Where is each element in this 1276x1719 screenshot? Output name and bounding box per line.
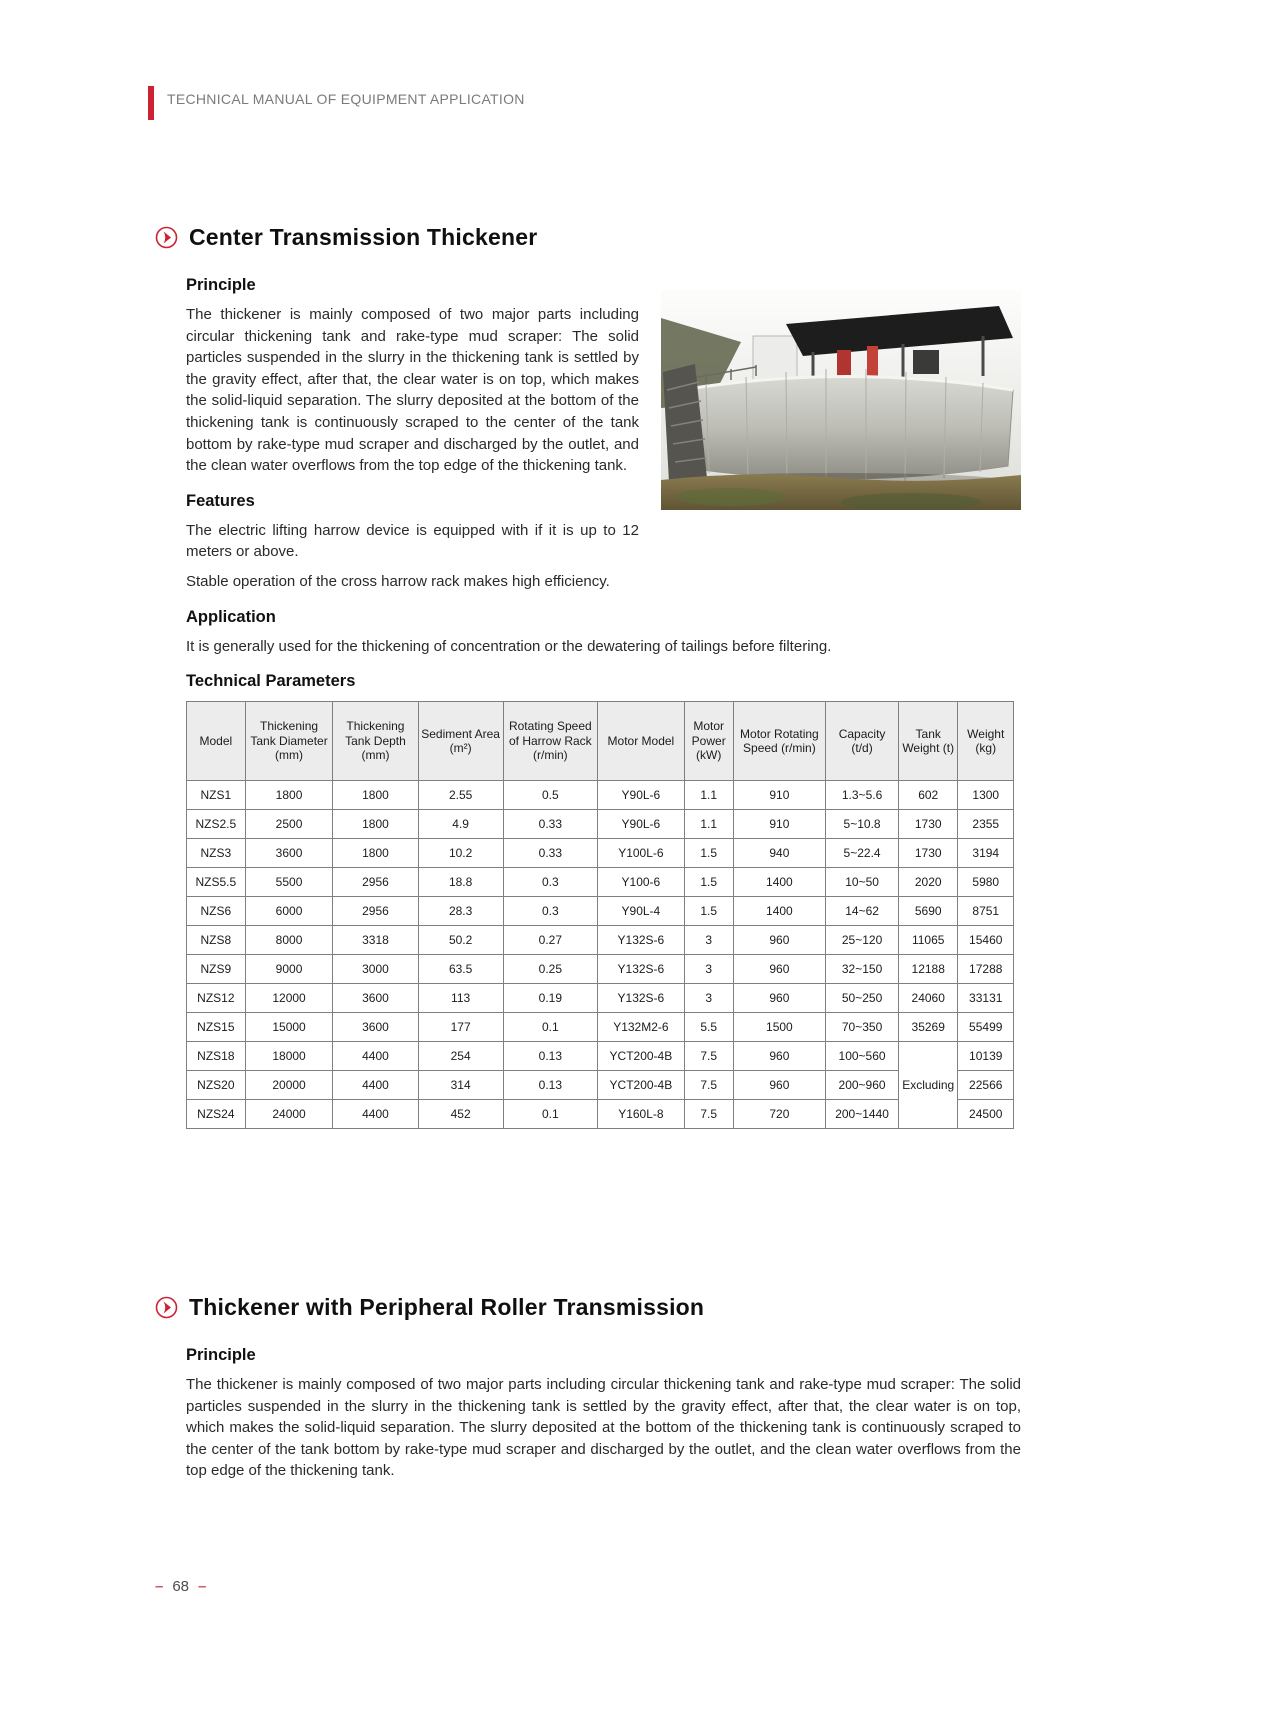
section2-title: Thickener with Peripheral Roller Transmission bbox=[189, 1294, 705, 1320]
table-row bbox=[187, 1071, 1014, 1100]
value-cell: 0.13 bbox=[503, 1042, 597, 1071]
value-cell: 200~960 bbox=[826, 1071, 899, 1100]
value-cell: 0.33 bbox=[503, 839, 597, 868]
value-cell: 1300 bbox=[958, 781, 1014, 810]
value-cell: 2020 bbox=[898, 868, 958, 897]
running-header-text: TECHNICAL MANUAL OF EQUIPMENT APPLICATION bbox=[167, 91, 525, 107]
value-cell: 1500 bbox=[733, 1013, 826, 1042]
value-cell: 314 bbox=[418, 1071, 503, 1100]
value-cell: 10~50 bbox=[826, 868, 899, 897]
technical-parameters-table bbox=[186, 701, 1014, 1129]
value-cell: 18.8 bbox=[418, 868, 503, 897]
value-cell: 0.3 bbox=[503, 868, 597, 897]
value-cell: 1.3~5.6 bbox=[826, 781, 899, 810]
table-row bbox=[187, 1042, 1014, 1071]
value-cell: 28.3 bbox=[418, 897, 503, 926]
column-header: Rotating Speed of Harrow Rack (r/min) bbox=[503, 702, 597, 781]
section-center-transmission-thickener bbox=[155, 224, 1021, 1129]
model-cell: NZS12 bbox=[187, 984, 246, 1013]
value-cell: 35269 bbox=[898, 1013, 958, 1042]
section1-title: Center Transmission Thickener bbox=[189, 224, 538, 250]
value-cell: 63.5 bbox=[418, 955, 503, 984]
value-cell: 1400 bbox=[733, 868, 826, 897]
column-header: Tank Weight (t) bbox=[898, 702, 958, 781]
value-cell: 3600 bbox=[333, 984, 418, 1013]
table-row bbox=[187, 1100, 1014, 1129]
photo-dark-equipment bbox=[913, 350, 939, 374]
value-cell: 7.5 bbox=[684, 1042, 733, 1071]
value-cell: 3600 bbox=[245, 839, 333, 868]
value-cell: 70~350 bbox=[826, 1013, 899, 1042]
value-cell: 0.13 bbox=[503, 1071, 597, 1100]
value-cell: 8751 bbox=[958, 897, 1014, 926]
column-header: Model bbox=[187, 702, 246, 781]
value-cell: 9000 bbox=[245, 955, 333, 984]
value-cell: 7.5 bbox=[684, 1100, 733, 1129]
value-cell: 0.1 bbox=[503, 1013, 597, 1042]
application-heading: Application bbox=[186, 607, 276, 626]
value-cell: 2.55 bbox=[418, 781, 503, 810]
value-cell: 602 bbox=[898, 781, 958, 810]
value-cell: 1400 bbox=[733, 897, 826, 926]
value-cell: 50.2 bbox=[418, 926, 503, 955]
value-cell: Y90L-6 bbox=[597, 810, 684, 839]
value-cell: 1800 bbox=[245, 781, 333, 810]
value-cell: 960 bbox=[733, 984, 826, 1013]
value-cell: Y90L-6 bbox=[597, 781, 684, 810]
value-cell: 3600 bbox=[333, 1013, 418, 1042]
table-row bbox=[187, 781, 1014, 810]
value-cell: 5.5 bbox=[684, 1013, 733, 1042]
value-cell: 960 bbox=[733, 955, 826, 984]
value-cell: 18000 bbox=[245, 1042, 333, 1071]
column-header: Motor Power (kW) bbox=[684, 702, 733, 781]
value-cell: 50~250 bbox=[826, 984, 899, 1013]
page-number: 68 bbox=[172, 1578, 190, 1595]
model-cell: NZS5.5 bbox=[187, 868, 246, 897]
header-accent-bar bbox=[148, 86, 154, 120]
value-cell: 4400 bbox=[333, 1071, 418, 1100]
model-cell: NZS1 bbox=[187, 781, 246, 810]
value-cell: 0.25 bbox=[503, 955, 597, 984]
model-cell: NZS6 bbox=[187, 897, 246, 926]
column-header: Capacity (t/d) bbox=[826, 702, 899, 781]
value-cell: Y132M2-6 bbox=[597, 1013, 684, 1042]
value-cell: 10.2 bbox=[418, 839, 503, 868]
value-cell: 6000 bbox=[245, 897, 333, 926]
circled-arrow-icon bbox=[155, 226, 178, 249]
value-cell: 0.33 bbox=[503, 810, 597, 839]
value-cell: 0.5 bbox=[503, 781, 597, 810]
section1-body bbox=[186, 276, 1021, 1129]
value-cell: 5~10.8 bbox=[826, 810, 899, 839]
value-cell: 12000 bbox=[245, 984, 333, 1013]
value-cell: 2355 bbox=[958, 810, 1014, 839]
value-cell: 1.5 bbox=[684, 839, 733, 868]
value-cell: 22566 bbox=[958, 1071, 1014, 1100]
value-cell: 0.1 bbox=[503, 1100, 597, 1129]
column-header: Motor Rotating Speed (r/min) bbox=[733, 702, 826, 781]
photo-red-equipment2 bbox=[867, 346, 878, 378]
value-cell: YCT200-4B bbox=[597, 1042, 684, 1071]
value-cell: 33131 bbox=[958, 984, 1014, 1013]
table-row bbox=[187, 984, 1014, 1013]
value-cell: 3 bbox=[684, 984, 733, 1013]
value-cell: 14~62 bbox=[826, 897, 899, 926]
value-cell: 720 bbox=[733, 1100, 826, 1129]
value-cell: 5500 bbox=[245, 868, 333, 897]
value-cell: 960 bbox=[733, 926, 826, 955]
value-cell: Y160L-8 bbox=[597, 1100, 684, 1129]
value-cell: 11065 bbox=[898, 926, 958, 955]
value-cell: Y100L-6 bbox=[597, 839, 684, 868]
principle-heading: Principle bbox=[186, 276, 256, 294]
features-item: The electric lifting harrow device is equipped with if it is up to 12 meters or above. bbox=[186, 521, 639, 561]
value-cell: 0.27 bbox=[503, 926, 597, 955]
value-cell: Excluding bbox=[898, 1042, 958, 1129]
value-cell: 25~120 bbox=[826, 926, 899, 955]
section2-title-row bbox=[155, 1294, 1021, 1321]
value-cell: 17288 bbox=[958, 955, 1014, 984]
value-cell: 8000 bbox=[245, 926, 333, 955]
value-cell: 4400 bbox=[333, 1100, 418, 1129]
value-cell: 1.1 bbox=[684, 810, 733, 839]
model-cell: NZS15 bbox=[187, 1013, 246, 1042]
value-cell: 55499 bbox=[958, 1013, 1014, 1042]
value-cell: 3318 bbox=[333, 926, 418, 955]
technical-parameters-heading: Technical Parameters bbox=[186, 672, 356, 691]
thickener-photo bbox=[661, 290, 1021, 510]
column-header: Sediment Area (m²) bbox=[418, 702, 503, 781]
value-cell: 10139 bbox=[958, 1042, 1014, 1071]
value-cell: 3 bbox=[684, 955, 733, 984]
column-header: Motor Model bbox=[597, 702, 684, 781]
section1-title-row bbox=[155, 224, 1021, 251]
value-cell: YCT200-4B bbox=[597, 1071, 684, 1100]
value-cell: 1730 bbox=[898, 839, 958, 868]
value-cell: 7.5 bbox=[684, 1071, 733, 1100]
value-cell: 940 bbox=[733, 839, 826, 868]
value-cell: 1800 bbox=[333, 781, 418, 810]
column-header: Thickening Tank Diameter (mm) bbox=[245, 702, 333, 781]
footer-dash-left: – bbox=[155, 1578, 164, 1595]
table-row bbox=[187, 839, 1014, 868]
value-cell: 3194 bbox=[958, 839, 1014, 868]
value-cell: 3000 bbox=[333, 955, 418, 984]
value-cell: Y100-6 bbox=[597, 868, 684, 897]
model-cell: NZS8 bbox=[187, 926, 246, 955]
value-cell: 2956 bbox=[333, 897, 418, 926]
value-cell: 24000 bbox=[245, 1100, 333, 1129]
photo-tank-body bbox=[669, 376, 1013, 479]
model-cell: NZS2.5 bbox=[187, 810, 246, 839]
features-heading: Features bbox=[186, 491, 255, 510]
value-cell: 452 bbox=[418, 1100, 503, 1129]
model-cell: NZS3 bbox=[187, 839, 246, 868]
value-cell: 1800 bbox=[333, 810, 418, 839]
value-cell: 12188 bbox=[898, 955, 958, 984]
value-cell: 1.5 bbox=[684, 868, 733, 897]
value-cell: 20000 bbox=[245, 1071, 333, 1100]
table-row bbox=[187, 810, 1014, 839]
value-cell: 1800 bbox=[333, 839, 418, 868]
value-cell: 4.9 bbox=[418, 810, 503, 839]
value-cell: 15000 bbox=[245, 1013, 333, 1042]
table-row bbox=[187, 1013, 1014, 1042]
circled-arrow-icon bbox=[155, 1296, 178, 1319]
value-cell: 910 bbox=[733, 810, 826, 839]
value-cell: 2956 bbox=[333, 868, 418, 897]
section-peripheral-roller-thickener bbox=[155, 1294, 1021, 1490]
value-cell: 5~22.4 bbox=[826, 839, 899, 868]
table-row bbox=[187, 868, 1014, 897]
value-cell: 5980 bbox=[958, 868, 1014, 897]
value-cell: 960 bbox=[733, 1071, 826, 1100]
table-row bbox=[187, 955, 1014, 984]
column-header: Weight (kg) bbox=[958, 702, 1014, 781]
value-cell: Y90L-4 bbox=[597, 897, 684, 926]
column-header: Thickening Tank Depth (mm) bbox=[333, 702, 418, 781]
value-cell: 3 bbox=[684, 926, 733, 955]
model-cell: NZS9 bbox=[187, 955, 246, 984]
value-cell: 960 bbox=[733, 1042, 826, 1071]
value-cell: 113 bbox=[418, 984, 503, 1013]
value-cell: 15460 bbox=[958, 926, 1014, 955]
page-footer bbox=[155, 1578, 206, 1595]
value-cell: 177 bbox=[418, 1013, 503, 1042]
features-item: Stable operation of the cross harrow rack makes high efficiency. bbox=[186, 572, 610, 590]
value-cell: 910 bbox=[733, 781, 826, 810]
value-cell: Y132S-6 bbox=[597, 926, 684, 955]
value-cell: 0.3 bbox=[503, 897, 597, 926]
value-cell: 24060 bbox=[898, 984, 958, 1013]
table-row bbox=[187, 897, 1014, 926]
model-cell: NZS18 bbox=[187, 1042, 246, 1071]
value-cell: Y132S-6 bbox=[597, 984, 684, 1013]
value-cell: 4400 bbox=[333, 1042, 418, 1071]
section2-body bbox=[186, 1346, 1021, 1482]
value-cell: 254 bbox=[418, 1042, 503, 1071]
photo-red-equipment bbox=[837, 350, 851, 378]
principle-heading: Principle bbox=[186, 1346, 256, 1364]
value-cell: 32~150 bbox=[826, 955, 899, 984]
table-row bbox=[187, 926, 1014, 955]
footer-dash-right: – bbox=[198, 1578, 207, 1595]
value-cell: Y132S-6 bbox=[597, 955, 684, 984]
value-cell: 1.5 bbox=[684, 897, 733, 926]
running-header bbox=[148, 86, 525, 120]
principle-paragraph: The thickener is mainly composed of two major parts including circular thickening tank and rake-type mud scraper: The solid particles suspended in the slurry in the thickening tank is settled by the gravity effect, after that, the clear water is on top, which makes the solid-liquid separation. The slurry deposited at the bottom of the thickening tank is continuously scraped to the center of the tank bottom by rake-type mud scraper and discharged by the outlet, and the clean water overflows from the top edge of the thickening tank. bbox=[186, 306, 639, 475]
value-cell: 0.19 bbox=[503, 984, 597, 1013]
value-cell: 2500 bbox=[245, 810, 333, 839]
value-cell: 5690 bbox=[898, 897, 958, 926]
value-cell: 1.1 bbox=[684, 781, 733, 810]
model-cell: NZS24 bbox=[187, 1100, 246, 1129]
principle-paragraph: The thickener is mainly composed of two major parts including circular thickening tank and rake-type mud scraper: The solid particles suspended in the slurry in the thickening tank is settled by the gravity effect, after that, the clear water is on top, which makes the solid-liquid separation. The slurry deposited at the bottom of the thickening tank is continuously scraped to the center of the tank bottom by rake-type mud scraper and discharged by the outlet, and the clean water overflows from the top edge of the thickening tank. bbox=[186, 1376, 1021, 1480]
application-paragraph: It is generally used for the thickening of concentration or the dewatering of tailings before filtering. bbox=[186, 637, 832, 655]
model-cell: NZS20 bbox=[187, 1071, 246, 1100]
value-cell: 24500 bbox=[958, 1100, 1014, 1129]
value-cell: 100~560 bbox=[826, 1042, 899, 1071]
value-cell: 200~1440 bbox=[826, 1100, 899, 1129]
value-cell: 1730 bbox=[898, 810, 958, 839]
